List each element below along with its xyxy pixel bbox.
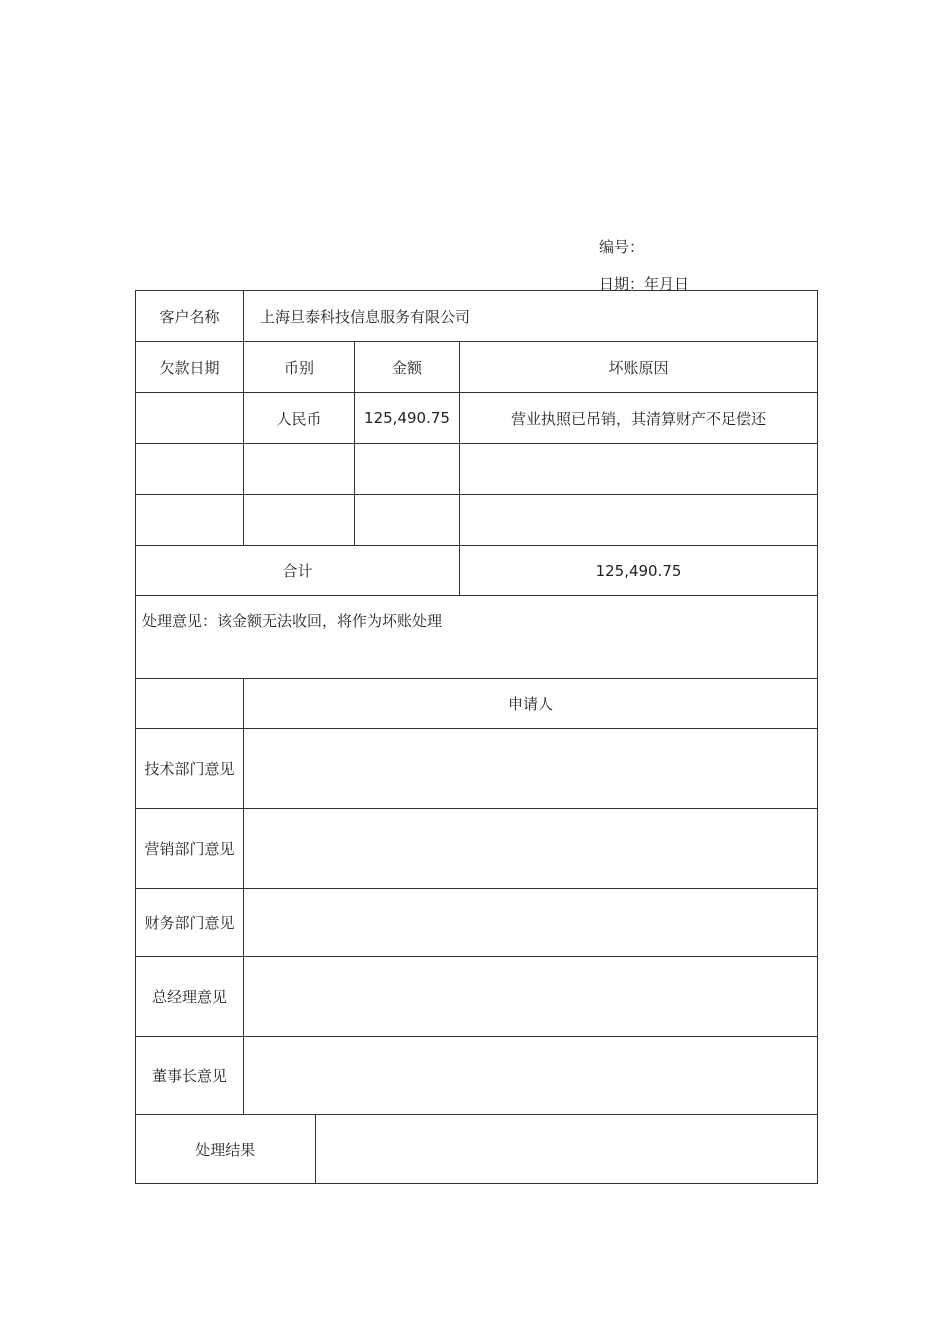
row-reason-cell[interactable]	[460, 444, 818, 495]
col-header-due-date: 欠款日期	[136, 342, 244, 393]
opinion-row	[136, 596, 818, 679]
result-row-container	[136, 1115, 818, 1184]
approval-row-finance	[136, 889, 818, 957]
table-row	[136, 444, 818, 495]
approval-label-chairman: 董事长意见	[136, 1037, 244, 1115]
row-due-date-cell[interactable]	[136, 444, 244, 495]
row-amount-cell[interactable]	[355, 495, 460, 546]
approval-row-marketing	[136, 809, 818, 889]
total-value[interactable]: 125,490.75	[460, 546, 818, 596]
row-due-date-cell[interactable]	[136, 393, 244, 444]
approval-row-tech	[136, 729, 818, 809]
col-header-currency: 币别	[244, 342, 355, 393]
approval-label-finance: 财务部门意见	[136, 889, 244, 957]
total-row	[136, 546, 818, 596]
approval-label-tech: 技术部门意见	[136, 729, 244, 809]
customer-name-label: 客户名称	[136, 291, 244, 342]
applicant-label: 申请人	[244, 679, 818, 729]
row-currency-cell[interactable]	[244, 495, 355, 546]
applicant-row	[136, 679, 818, 729]
col-header-reason: 坏账原因	[460, 342, 818, 393]
row-reason-cell[interactable]	[460, 495, 818, 546]
approval-value-gm[interactable]	[244, 957, 818, 1037]
row-currency-cell[interactable]	[244, 444, 355, 495]
approval-value-finance[interactable]	[244, 889, 818, 957]
approval-value-tech[interactable]	[244, 729, 818, 809]
approval-label-marketing: 营销部门意见	[136, 809, 244, 889]
table-row	[136, 393, 818, 444]
document-number-label: 编号：	[599, 238, 645, 256]
bad-debt-form-table	[135, 290, 818, 1184]
applicant-blank-cell	[136, 679, 244, 729]
result-label: 处理结果	[136, 1115, 315, 1183]
row-reason-cell[interactable]: 营业执照已吊销，其清算财产不足偿还	[460, 393, 818, 444]
approval-value-chairman[interactable]	[244, 1037, 818, 1115]
result-inner-table	[136, 1115, 817, 1183]
approval-label-gm: 总经理意见	[136, 957, 244, 1037]
result-value[interactable]	[315, 1115, 817, 1183]
customer-name-value[interactable]: 上海旦泰科技信息服务有限公司	[244, 291, 818, 342]
result-row	[136, 1115, 818, 1184]
total-label: 合计	[136, 546, 460, 596]
approval-row-chairman	[136, 1037, 818, 1115]
row-amount-cell[interactable]	[355, 444, 460, 495]
row-amount-cell[interactable]: 125,490.75	[355, 393, 460, 444]
handling-opinion-text[interactable]: 处理意见：该金额无法收回，将作为坏账处理	[136, 596, 818, 679]
row-due-date-cell[interactable]	[136, 495, 244, 546]
column-header-row	[136, 342, 818, 393]
col-header-amount: 金额	[355, 342, 460, 393]
approval-value-marketing[interactable]	[244, 809, 818, 889]
document-date-label: 日期：年月日	[599, 275, 690, 293]
approval-row-gm	[136, 957, 818, 1037]
row-currency-cell[interactable]: 人民币	[244, 393, 355, 444]
table-row	[136, 495, 818, 546]
customer-row	[136, 291, 818, 342]
